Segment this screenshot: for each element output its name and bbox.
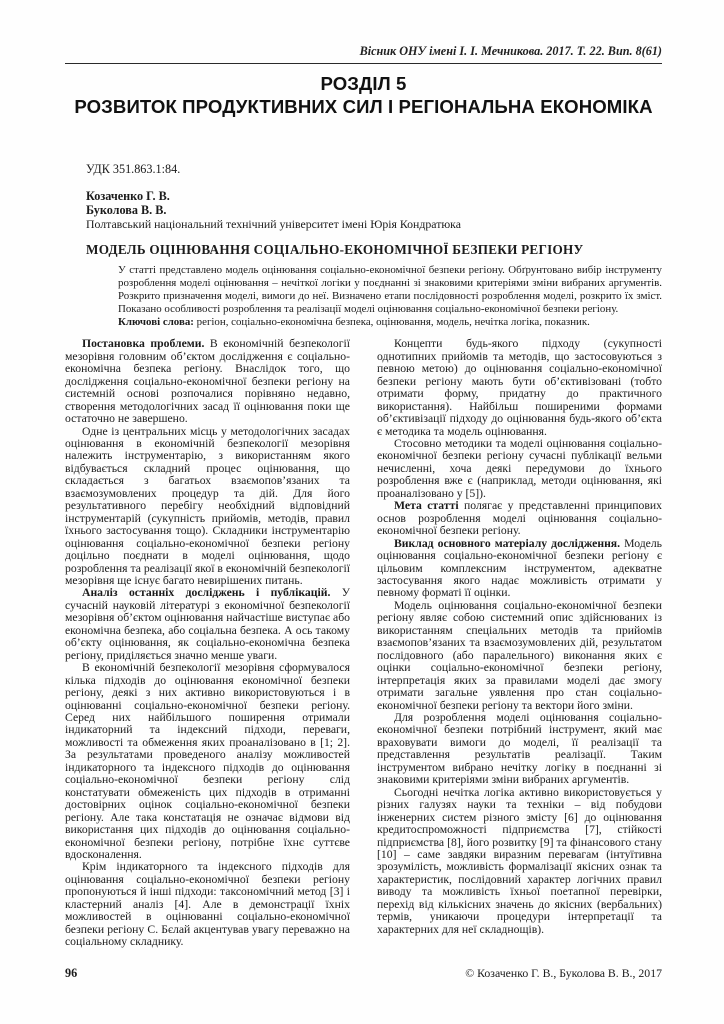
paragraph-literature-review (65, 587, 350, 662)
paragraph-text: Одне із центральних місць у методологічних засадах оцінювання в економічній безпекології мезорівня належить інструментарію, з використанням якого відбувається складний процес оцінювання, що складається з багатьох взаємопов’язаних та взаємозумовлених процедур та дій. Для його результативного перебігу необхідний відповідний інструментарій (сукупність прийомів, методів, правил їхнього застосування тощо). Складники інструментарію оцінювання соціально-економічної безпеки регіону доцільно поєднати в моделі оцінювання, щодо розроблення та реалізації якої в економічній безпекології мезорівня ще існує багато невирішених питань. (65, 424, 350, 587)
page-footer (65, 966, 662, 981)
paragraph (377, 600, 662, 712)
paragraph (65, 662, 350, 861)
paragraph-article-goal (377, 500, 662, 537)
journal-header-line: Вісник ОНУ імені І. І. Мечникова. 2017. Т. 22. Вип. 8(61) (359, 44, 662, 58)
paragraph-text: Для розроблення моделі оцінювання соціально-економічної безпеки потрібний інструмент, який має враховувати вимоги до моделі, її реалізації та представлення результатів реалізації. Таким інструментом вибрано нечітку логіку в поєднанні зі знаковими критеріями зміни вибраних аргументів. (377, 710, 662, 787)
left-column (65, 338, 350, 948)
abstract-block (118, 264, 662, 329)
authors-block (86, 189, 662, 217)
paragraph-lead: Аналіз останніх досліджень і публікацій. (82, 586, 331, 600)
paragraph-problem-statement (65, 338, 350, 425)
keywords-line (118, 316, 662, 329)
paragraph-text: У сучасній науковій літературі з економічної безпекології мезорівня об’єктом оцінювання найчастіше виступає або економічна безпека, або соціальна безпека. А ось такому об’єкту оцінювання, як соціально-економічна безпека регіону, приділяється значно менше уваги. (65, 586, 350, 662)
right-column (377, 338, 662, 948)
author-name: Буколова В. В. (86, 203, 167, 218)
paragraph (377, 712, 662, 787)
paragraph-text: Модель оцінювання соціально-економічної безпеки регіону являє собою системний опис здійснюваних із використанням спеціальних методів та прийомів взаємопов’язаних та взаємозумовлених дій, результатом послідовного (або паралельного) виконання яких є оцінки соціально-економічної безпеки регіону, інтерпретація яких за правилами моделі дає змогу отримати загальне уявлення про стан соціально-економічної безпеки регіону та вектори його зміни. (377, 598, 662, 712)
copyright-line: © Козаченко Г. В., Буколова В. В., 2017 (465, 966, 662, 980)
body-columns (65, 338, 662, 948)
paragraph-text: Модель оцінювання соціально-економічної безпеки регіону є цільовим комплексним інструментом, адекватне застосування якого надає можливість отримати у певному форматі її оцінки. (377, 536, 662, 600)
paragraph-main-material (377, 538, 662, 600)
paragraph-text: Стосовно методики та моделі оцінювання соціально-економічної безпеки регіону сучасні публікації вельми нечисленні, хоча деякі передумови до їхнього розроблення вже є (наприклад, методи оцінювання, які проаналізовано у [5]). (377, 437, 662, 500)
paragraph-text: полягає у представленні принципових основ розроблення моделі оцінювання соціально-економічної безпеки регіону. (377, 499, 662, 538)
paragraph-text: Концепти будь-якого підходу (сукупності однотипних прийомів та методів, що застосовуються з певною метою) до оцінювання соціально-економічної безпеки регіону мають бути об’єктивізовані (тобто отримати форму, придатну до практичного використання). Найбільш поширеними формами об’єктивізації підходу до оцінювання будь-якого об’єкта є методика та модель оцінювання. (377, 337, 662, 438)
keywords-label: Ключові слова: (118, 316, 194, 329)
paragraph-lead: Постановка проблеми. (82, 337, 205, 351)
udc-code: УДК 351.863.1:84. (86, 162, 181, 176)
abstract-text: У статті представлено модель оцінювання соціально-економічної безпеки регіону. Обґрунтовано вибір інструменту розроблення моделі оцінювання – нечіткої логіки у поєднанні зі знаковими критеріями зміни вибраних аргументів. Розкрито призначення моделі, вимоги до неї. Визначено етапи послідовності розроблення моделі, розкрито їх зміст. Показано особливості розроблення та реалізації моделі оцінювання соціально-економічної безпеки регіону. (118, 263, 662, 316)
paragraph (65, 426, 350, 588)
section-heading-line1: РОЗДІЛ 5 (320, 73, 407, 94)
paragraph (377, 787, 662, 936)
keywords-text: регіон, соціально-економічна безпека, оцінювання, модель, нечітка логіка, показник. (193, 316, 590, 329)
paragraph (65, 861, 350, 948)
section-heading-line2: РОЗВИТОК ПРОДУКТИВНИХ СИЛ І РЕГІОНАЛЬНА ЕКОНОМІКА (74, 95, 653, 117)
header-rule (65, 63, 662, 64)
paragraph (377, 338, 662, 438)
paragraph-lead: Виклад основного матеріалу дослідження. (394, 536, 621, 550)
paragraph-text: В економічній безпекології мезорівня сформувалося кілька підходів до оцінювання економічної безпеки регіону, деякі з них активно використовуються і в оцінюванні соціально-економічної безпеки регіону. Серед них найбільшого поширення отримали індикаторний та індексний підходи, переваги, можливості та обмеження яких проаналізовано в [1; 2]. За результатами проведеного аналізу можливостей індикаторного та індексного підходів до оцінювання соціально-економічної безпеки регіону слід констатувати обмеженість цих підходів в отриманні достовірних оцінок соціально-економічної безпеки регіону. Але така констатація не означає відмови від використання цих підходів до оцінювання соціально-економічної безпеки регіону, потрібне їхнє суттєве вдосконалення. (65, 661, 350, 861)
paragraph-text: Крім індикаторного та індексного підходів для оцінювання соціально-економічної безпеки регіону пропонуються й інші підходи: таксономічний метод [3] і кластерний аналіз [4]. Але в демонстрації їхніх можливостей в оцінюванні соціально-економічної безпеки регіону С. Бєлай акцентував увагу переважно на соціальному складнику. (65, 860, 350, 949)
section-heading (65, 73, 662, 118)
page-number: 96 (65, 966, 78, 980)
affiliation: Полтавський національний технічний університет імені Юрія Кондратюка (86, 217, 461, 232)
paragraph-text: Сьогодні нечітка логіка активно використовується у різних галузях науки та техніки – від побудови інженерних систем різного змісту [6] до оцінювання кредитоспроможності підприємства [7], стійкості підприємства [8], його розвитку [9] та фінансового стану [10] – саме завдяки виразним перевагам (інтуїтивна зрозумілість, можливість формалізації якісних ознак та характеристик, послідовний характер логічних правил виводу та можливість їхньої поетапної перевірки, перехід від кількісних значень до якісних (вербальних) термів, уникаючи процедури інтерпретації та характерних для неї складнощів). (377, 785, 662, 936)
paragraph-text: В економічній безпекології мезорівня головним об’єктом дослідження є соціально-економічна безпека регіону. Внаслідок того, що дослідження соціально-економічної безпеки регіону на системній основі розпочалися порівняно недавно, створення методологічних засад її оцінювання поки ще остаточно не завершено. (65, 337, 351, 426)
paragraph (377, 438, 662, 500)
article-title: МОДЕЛЬ ОЦІНЮВАННЯ СОЦІАЛЬНО-ЕКОНОМІЧНОЇ БЕЗПЕКИ РЕГІОНУ (86, 241, 584, 257)
author-name: Козаченко Г. В. (86, 189, 170, 203)
paragraph-lead: Мета статті (394, 499, 459, 513)
